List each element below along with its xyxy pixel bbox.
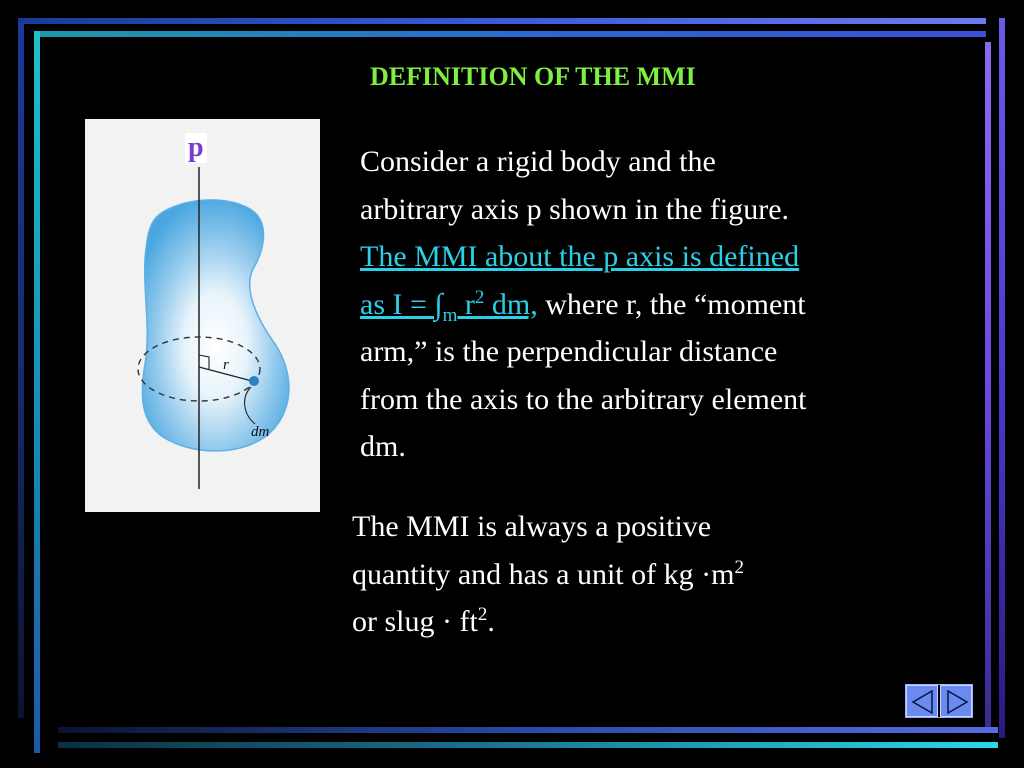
frame-top-inner [34, 31, 986, 37]
para2-line2-sup: 2 [734, 556, 744, 578]
para1-line7: dm. [360, 430, 406, 463]
axis-p-label: p [185, 133, 207, 163]
para1-line4 [360, 281, 970, 329]
para2-line2 [352, 551, 912, 599]
formula-integral: as I = ∫ [360, 287, 443, 321]
formula-dm: dm, [484, 287, 538, 321]
rigid-body-figure [85, 119, 320, 512]
formula-superscript-2: 2 [474, 286, 485, 308]
dm-label: dm [251, 424, 270, 440]
next-slide-button[interactable] [940, 685, 972, 717]
frame-bottom-outer [58, 727, 998, 733]
para2-line3-sup: 2 [477, 604, 488, 625]
triangle-left-icon [907, 686, 939, 718]
para1-line2: arbitrary axis p shown in the figure. [360, 192, 790, 226]
slide-title: DEFINITION OF THE MMI [370, 62, 696, 91]
link-mmi[interactable]: MMI [414, 240, 478, 273]
para1-line4-rest: where r, the “moment [537, 287, 806, 321]
triangle-right-icon [941, 686, 973, 718]
frame-left-inner [34, 31, 40, 753]
rigid-body-shape [142, 200, 289, 451]
frame-right-outer [999, 18, 1005, 738]
frame-top-outer [18, 18, 986, 24]
formula-subscript-m: m [442, 304, 458, 326]
para1-line1: Consider a rigid body and the [360, 145, 716, 178]
link-about-axis[interactable]: about the p axis is defined [484, 240, 800, 273]
frame-right-inner [985, 42, 991, 732]
slide-navigation [905, 684, 973, 718]
para1-line6: from the axis to the arbitrary element [360, 382, 807, 416]
link-the[interactable]: The [360, 240, 407, 273]
para2-line3-text: or slug · ft [352, 605, 478, 638]
formula-r: r [457, 287, 475, 321]
para2-line3-end: . [487, 605, 495, 638]
definition-paragraph [360, 138, 970, 471]
frame-left-outer [18, 18, 24, 718]
units-paragraph [352, 503, 912, 646]
para2-line1: The MMI is always a positive [352, 510, 712, 543]
link-formula[interactable] [360, 286, 538, 326]
link-space-2[interactable] [477, 240, 485, 273]
para2-line3 [352, 598, 912, 646]
previous-slide-button[interactable] [906, 685, 938, 717]
rigid-body-diagram [85, 119, 320, 512]
para1-line3 [360, 233, 970, 281]
mass-element-dot [249, 376, 259, 386]
frame-bottom-inner [58, 742, 998, 748]
para1-line5: arm,” is the perpendicular distance [360, 335, 778, 368]
para2-line2-text: quantity and has a unit of kg ·m [352, 557, 735, 591]
r-label: r [223, 357, 229, 373]
